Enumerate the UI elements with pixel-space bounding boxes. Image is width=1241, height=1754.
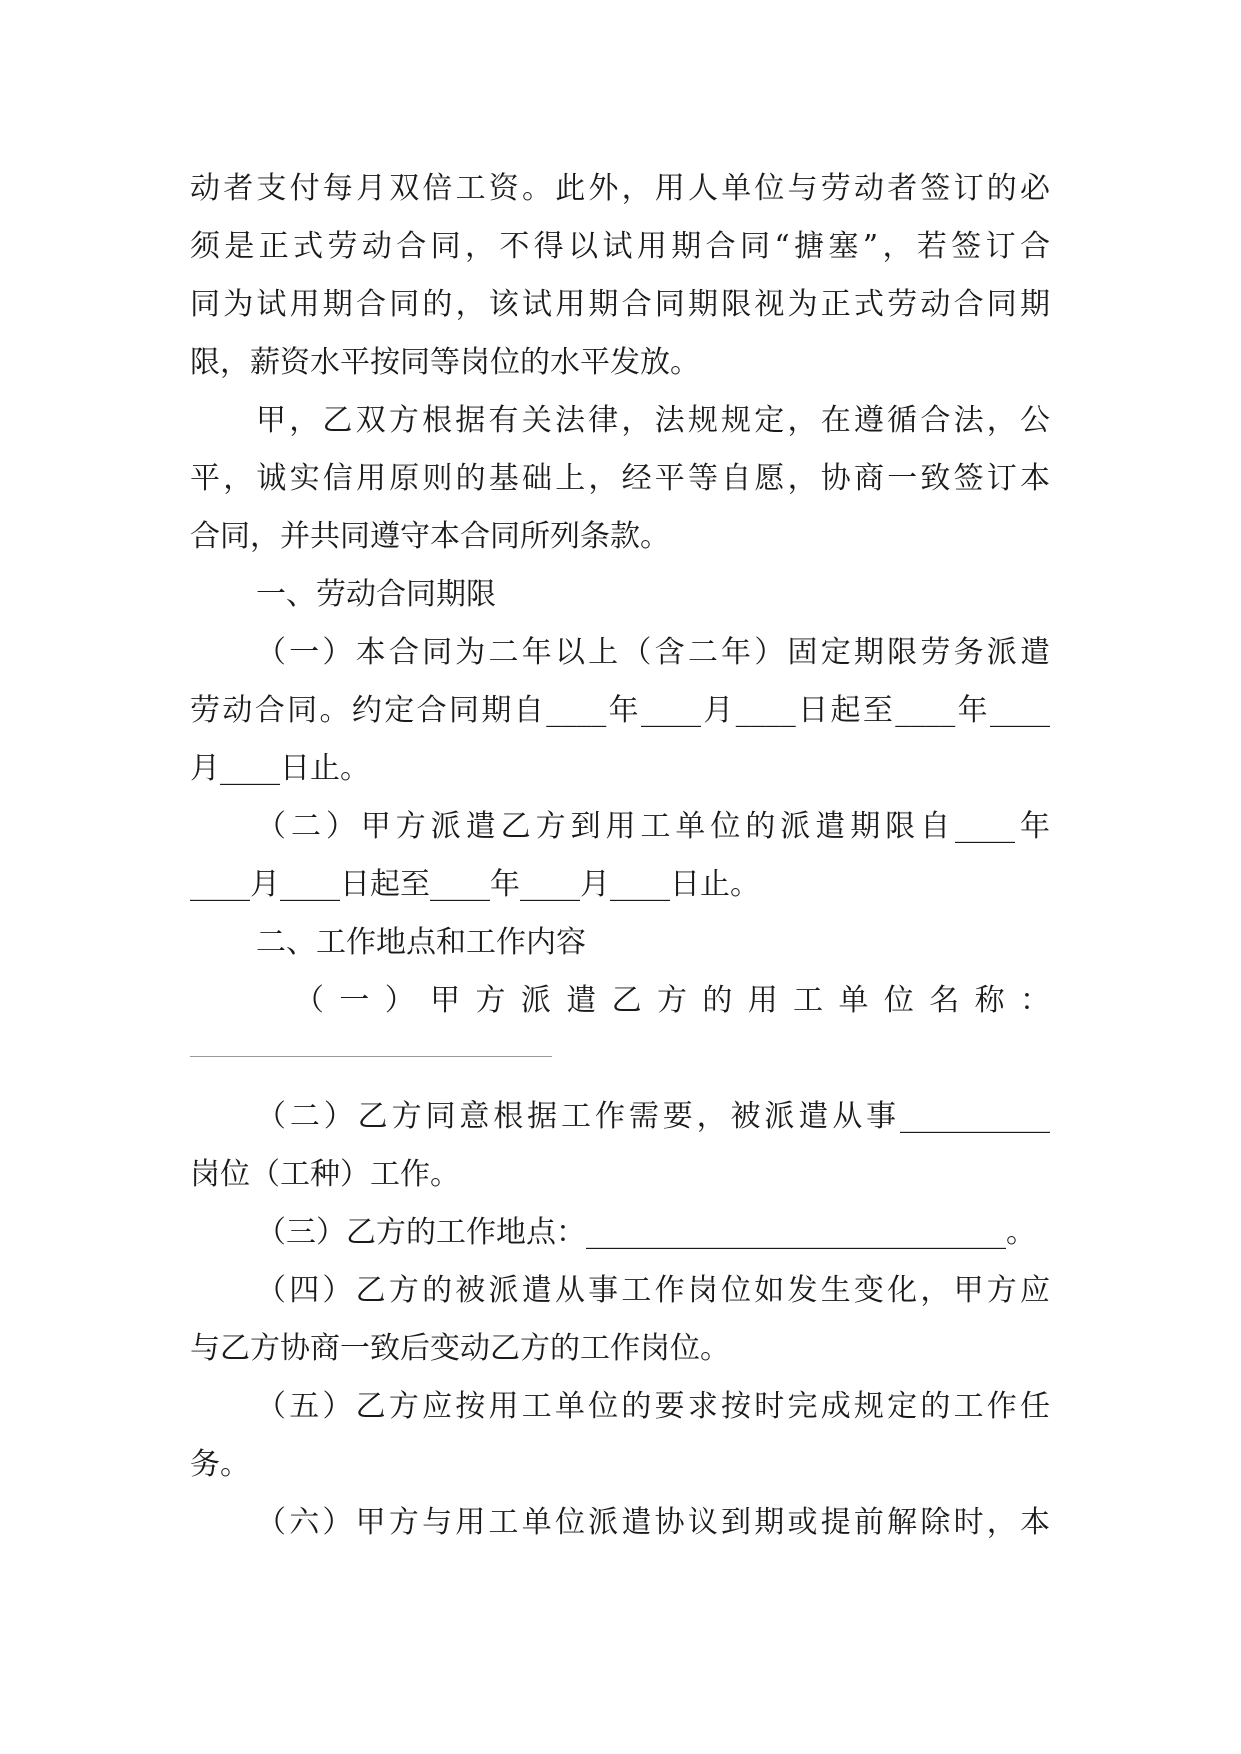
paragraph-line: 平，诚实信用原则的基础上，经平等自愿，协商一致签订本 <box>190 461 1050 496</box>
paragraph-line: （二）甲方派遣乙方到用工单位的派遣期限自____年 <box>256 809 1050 844</box>
paragraph-line: （五）乙方应按用工单位的要求按时完成规定的工作任 <box>256 1389 1050 1424</box>
paragraph-line: （一）甲方派遣乙方的用工单位名称： <box>294 983 1050 1018</box>
blank-underline <box>190 1056 552 1057</box>
paragraph-line: 劳动合同。约定合同期自____年____月____日起至____年____ <box>190 693 1050 728</box>
paragraph-line: 须是正式劳动合同，不得以试用期合同“搪塞”，若签订合 <box>190 229 1050 264</box>
paragraph-line: 月____日止。 <box>190 751 370 786</box>
document-body <box>190 160 1050 1552</box>
section-heading: 二、工作地点和工作内容 <box>256 925 586 960</box>
paragraph-line: 甲，乙双方根据有关法律，法规规定，在遵循合法，公 <box>256 403 1050 438</box>
paragraph-line: ____月____日起至____年____月____日止。 <box>190 867 760 902</box>
paragraph-line: （一）本合同为二年以上（含二年）固定期限劳务派遣 <box>256 635 1050 670</box>
paragraph-line: 岗位（工种）工作。 <box>190 1157 460 1192</box>
paragraph-line: （四）乙方的被派遣从事工作岗位如发生变化，甲方应 <box>256 1273 1050 1308</box>
section-heading: 一、劳动合同期限 <box>256 577 496 612</box>
paragraph-line: （二）乙方同意根据工作需要，被派遣从事__________ <box>256 1099 1050 1134</box>
paragraph-line: （六）甲方与用工单位派遣协议到期或提前解除时，本 <box>256 1505 1050 1540</box>
paragraph-line: （三）乙方的工作地点：____________________________。 <box>256 1215 1036 1250</box>
paragraph-line: 务。 <box>190 1447 250 1482</box>
paragraph-line: 与乙方协商一致后变动乙方的工作岗位。 <box>190 1331 730 1366</box>
paragraph-line: 同为试用期合同的，该试用期合同期限视为正式劳动合同期 <box>190 287 1050 322</box>
paragraph-line: 动者支付每月双倍工资。此外，用人单位与劳动者签订的必 <box>190 171 1050 206</box>
fill-in-blank <box>190 1030 1050 1088</box>
paragraph-line: 限，薪资水平按同等岗位的水平发放。 <box>190 345 700 380</box>
paragraph-line: 合同，并共同遵守本合同所列条款。 <box>190 519 670 554</box>
